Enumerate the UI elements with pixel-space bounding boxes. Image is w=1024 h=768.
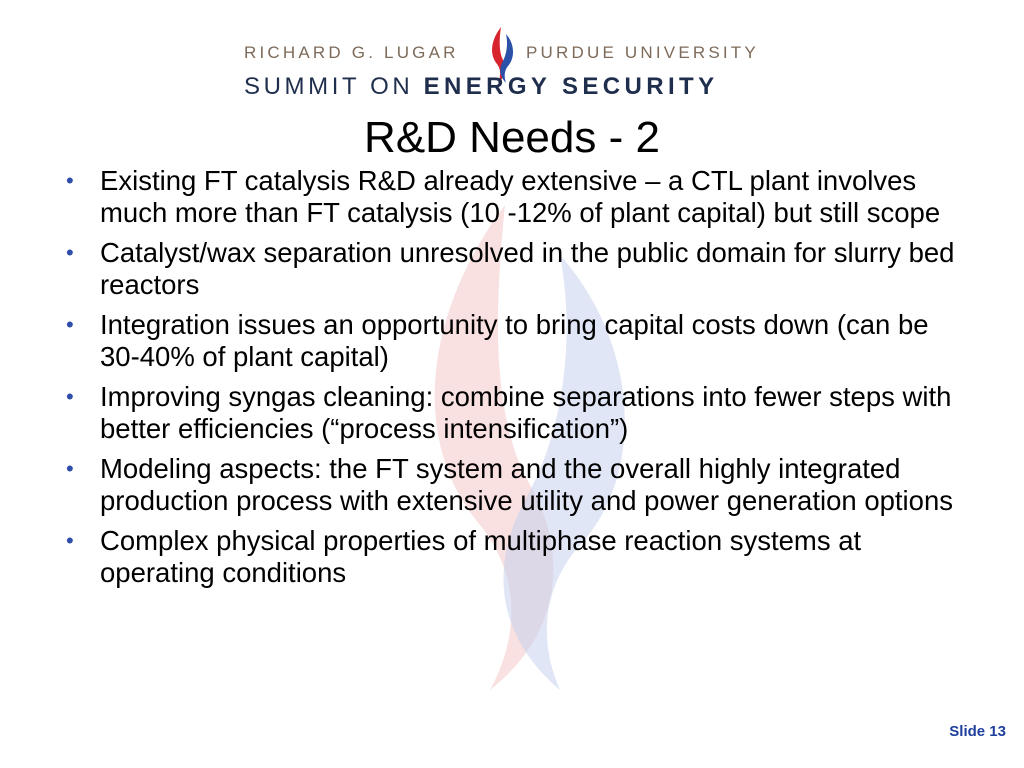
header-subtitle-prefix: SUMMIT ON bbox=[244, 73, 414, 100]
bullet-marker: • bbox=[66, 312, 74, 337]
bullet-item bbox=[66, 453, 966, 517]
bullet-marker: • bbox=[66, 456, 74, 481]
bullet-list bbox=[66, 165, 966, 597]
bullet-item bbox=[66, 381, 966, 445]
bullet-text: Existing FT catalysis R&D already extensive – a CTL plant involves much more than FT catalysis (10 -12% of plant capital) but still scope bbox=[100, 165, 941, 228]
slide-number: Slide 13 bbox=[949, 723, 1006, 740]
bullet-marker: • bbox=[66, 168, 74, 193]
bullet-text: Complex physical properties of multiphase reaction systems at operating conditions bbox=[100, 525, 862, 588]
header-right-text: PURDUE UNIVERSITY bbox=[526, 43, 759, 62]
bullet-text: Improving syngas cleaning: combine separations into fewer steps with better efficiencies (“process intensification”) bbox=[100, 381, 952, 444]
bullet-text: Catalyst/wax separation unresolved in the public domain for slurry bed reactors bbox=[100, 237, 955, 300]
header-left-text: RICHARD G. LUGAR bbox=[244, 43, 459, 62]
summit-header-logo bbox=[0, 26, 1024, 100]
header-subtitle bbox=[244, 73, 719, 101]
bullet-item bbox=[66, 165, 966, 229]
bullet-text: Integration issues an opportunity to bring capital costs down (can be 30-40% of plant capital) bbox=[100, 309, 929, 372]
bullet-marker: • bbox=[66, 240, 74, 265]
bullet-item bbox=[66, 309, 966, 373]
slide-title: R&D Needs - 2 bbox=[364, 113, 660, 162]
bullet-marker: • bbox=[66, 528, 74, 553]
header-subtitle-emphasis: ENERGY SECURITY bbox=[423, 73, 719, 100]
bullet-text: Modeling aspects: the FT system and the overall highly integrated production process with extensive utility and power generation options bbox=[100, 453, 953, 516]
bullet-item bbox=[66, 525, 966, 589]
bullet-marker: • bbox=[66, 384, 74, 409]
bullet-item bbox=[66, 237, 966, 301]
